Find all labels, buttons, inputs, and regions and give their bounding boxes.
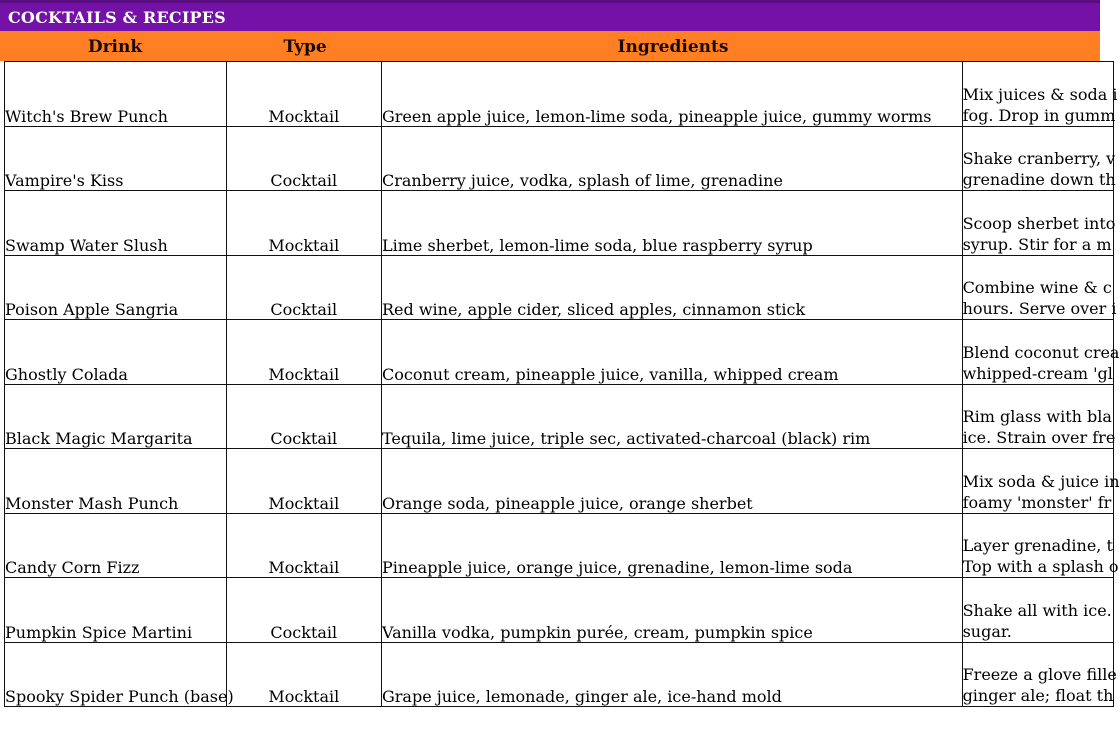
instructions-cell[interactable] [962, 62, 1118, 127]
instructions-cell[interactable] [962, 384, 1116, 449]
instructions-cell[interactable] [962, 642, 1117, 707]
table-row [5, 255, 1114, 320]
instructions-line: Layer grenadine, t [962, 536, 1113, 555]
table-row [5, 642, 1114, 707]
table-row [5, 191, 1114, 256]
drink-cell[interactable]: Candy Corn Fizz [5, 513, 227, 578]
table-row [5, 126, 1114, 191]
table-body [5, 62, 1120, 707]
header-row [0, 31, 1100, 61]
ingredients-cell[interactable]: Cranberry juice, vodka, splash of lime, grenadine [382, 126, 963, 191]
instructions-line: fog. Drop in gumm [962, 105, 1116, 125]
drink-cell[interactable]: Monster Mash Punch [5, 449, 227, 514]
header-drink[interactable]: Drink [87, 37, 143, 57]
ingredients-cell[interactable]: Vanilla vodka, pumpkin purée, cream, pumpkin spice [382, 578, 963, 643]
instructions-line: grenadine down th [962, 170, 1116, 189]
type-cell[interactable]: Cocktail [226, 255, 381, 320]
instructions-cell[interactable] [962, 449, 1120, 514]
table-row [5, 513, 1114, 578]
table-row [5, 320, 1114, 385]
instructions-line: Top with a splash o [962, 557, 1119, 576]
ingredients-cell[interactable]: Coconut cream, pineapple juice, vanilla, whipped cream [382, 320, 963, 385]
drink-cell[interactable]: Pumpkin Spice Martini [5, 578, 227, 643]
instructions-line: Freeze a glove fille [962, 665, 1117, 684]
sheet-title[interactable]: COCKTAILS & RECIPES [8, 8, 226, 27]
instructions-cell[interactable] [962, 126, 1116, 191]
ingredients-cell[interactable]: Pineapple juice, orange juice, grenadine, lemon-lime soda [382, 513, 963, 578]
instructions-line: Scoop sherbet into [962, 213, 1116, 233]
ingredients-cell[interactable]: Tequila, lime juice, triple sec, activated-charcoal (black) rim [382, 384, 963, 449]
drink-cell[interactable]: Poison Apple Sangria [5, 255, 227, 320]
drink-cell[interactable]: Swamp Water Slush [5, 191, 227, 256]
drink-cell[interactable]: Witch's Brew Punch [5, 62, 227, 127]
type-cell[interactable]: Mocktail [226, 62, 381, 127]
instructions-line: Mix juices & soda i [962, 84, 1118, 104]
instructions-line: hours. Serve over i [962, 299, 1117, 318]
instructions-line: sugar. [962, 621, 1012, 641]
type-cell[interactable]: Cocktail [226, 578, 381, 643]
instructions-cell[interactable] [962, 191, 1116, 256]
ingredients-cell[interactable]: Lime sherbet, lemon-lime soda, blue raspberry syrup [382, 191, 963, 256]
ingredients-cell[interactable]: Grape juice, lemonade, ginger ale, ice-hand mold [382, 642, 963, 707]
type-cell[interactable]: Mocktail [226, 191, 381, 256]
ingredients-cell[interactable]: Red wine, apple cider, sliced apples, cinnamon stick [382, 255, 963, 320]
instructions-line: ice. Strain over fre [962, 428, 1116, 447]
instructions-cell[interactable] [962, 255, 1117, 320]
instructions-line: Mix soda & juice in [962, 471, 1120, 491]
table-row [5, 449, 1114, 514]
table-row [5, 384, 1114, 449]
drink-cell[interactable]: Spooky Spider Punch (base) [5, 642, 227, 707]
table-row [5, 578, 1114, 643]
table-row [5, 62, 1114, 127]
instructions-line: Blend coconut crea [962, 342, 1120, 362]
type-cell[interactable]: Mocktail [226, 449, 381, 514]
instructions-line: foamy 'monster' fr [962, 492, 1112, 512]
instructions-line: whipped-cream 'gl [962, 363, 1113, 383]
instructions-line: Shake all with ice. [962, 600, 1112, 620]
instructions-cell[interactable] [962, 320, 1120, 385]
instructions-line: Rim glass with bla [962, 407, 1112, 426]
header-type[interactable]: Type [283, 37, 327, 57]
type-cell[interactable]: Mocktail [226, 513, 381, 578]
type-cell[interactable]: Cocktail [226, 126, 381, 191]
instructions-cell[interactable] [962, 513, 1119, 578]
type-cell[interactable]: Mocktail [226, 642, 381, 707]
instructions-line: Combine wine & c [962, 278, 1112, 297]
recipes-table [4, 61, 1120, 707]
drink-cell[interactable]: Vampire's Kiss [5, 126, 227, 191]
header-ingredients[interactable]: Ingredients [617, 37, 729, 57]
type-cell[interactable]: Cocktail [226, 384, 381, 449]
ingredients-cell[interactable]: Orange soda, pineapple juice, orange sherbet [382, 449, 963, 514]
instructions-line: Shake cranberry, v [962, 149, 1116, 168]
instructions-line: syrup. Stir for a m [962, 234, 1112, 254]
instructions-line: ginger ale; float th [962, 686, 1114, 705]
instructions-cell[interactable] [962, 578, 1113, 643]
title-bar [0, 0, 1100, 31]
ingredients-cell[interactable]: Green apple juice, lemon-lime soda, pineapple juice, gummy worms [382, 62, 963, 127]
drink-cell[interactable]: Black Magic Margarita [5, 384, 227, 449]
type-cell[interactable]: Mocktail [226, 320, 381, 385]
drink-cell[interactable]: Ghostly Colada [5, 320, 227, 385]
